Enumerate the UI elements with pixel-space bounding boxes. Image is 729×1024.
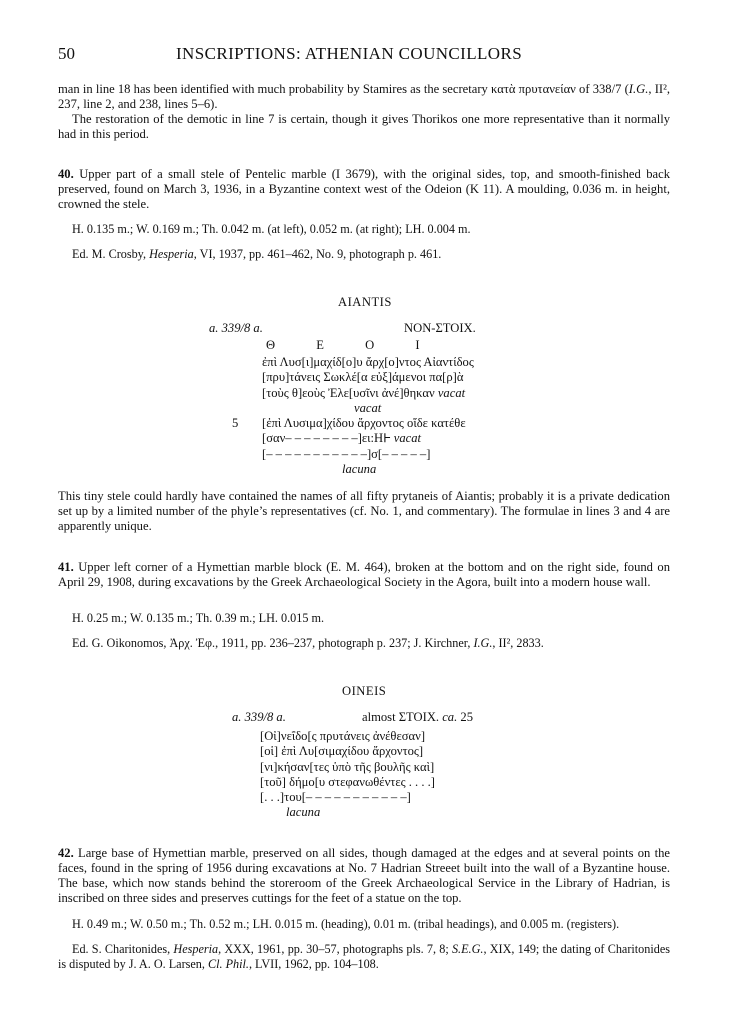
tribe-heading-aiantis: AIANTIS: [338, 295, 392, 309]
page-header: [58, 46, 671, 68]
inscription-line: [νι]κήσαν[τες ὑπὸ τῆς βουλῆς καὶ]: [260, 759, 435, 774]
aiantis-inscription: [262, 355, 474, 477]
entry-40-edition: Ed. M. Crosby, Hesperia, VI, 1937, pp. 461–462, No. 9, photograph p. 461.: [72, 247, 442, 261]
entry-40-number: 40.: [58, 167, 74, 181]
tribe-heading-oineis: OINEIS: [342, 684, 387, 698]
inscription-line: [τοῦ] δήμο[υ στεφανωθέντες . . . .]: [260, 774, 435, 789]
intro-paragraph-2: The restoration of the demotic in line 7 is certain, though it gives Thorikos one more representative than it normally had in this period.: [58, 112, 670, 141]
oineis-style: almost ΣΤΟΙΧ. ca. 25: [362, 710, 474, 724]
entry-41-description: 41. Upper left corner of a Hymettian marble block (E. M. 464), broken at the bottom and on the right side, found on April 29, 1908, during excavations by the Greek Archaeological Society in the Agora, built into a modern house wall.: [58, 560, 670, 589]
aiantis-style: NON-ΣΤΟΙΧ.: [404, 321, 476, 335]
line-number-5: 5: [232, 416, 239, 430]
entry-42-description: 42. Large base of Hymettian marble, preserved on all sides, though damaged at the edges and at several points on the faces, found in the spring of 1956 during excavations at No. 7 Hadrian Streeet built into the wall of a Byzantine house. The base, which now stands behind the storeroom of the Greek Archaeological Service in the Library of Hadrian, is inscribed on three sides and preserves cuttings for the feet of a statue on the top.: [58, 846, 670, 905]
aiantis-theoi: Θ Ε Ο Ι: [266, 338, 420, 352]
entry-42-edition: Ed. S. Charitonides, Hesperia, XXX, 1961, pp. 30–57, photographs pls. 7, 8; S.E.G., XIX, 149; the dating of Charitonides is disputed by J. A. O. Larsen, Cl. Phil., LVII, 1962, pp. 104–108.: [58, 942, 670, 971]
inscription-line: [Οἰ]νεΐδο[ς πρυτάνεις ἀνέθεσαν]: [260, 729, 426, 743]
running-title: INSCRIPTIONS: ATHENIAN COUNCILLORS: [176, 44, 523, 63]
inscription-line: [σαν– – – – – – – –]ει:Η𐅂 vacat: [262, 431, 422, 446]
inscription-line: ἐπὶ Λυσ[ι]μαχίδ[ο]υ ἄρχ[ο]ντος Αἰαντίδος: [262, 355, 474, 369]
entry-42-number: 42.: [58, 846, 74, 860]
intro-text: [58, 82, 670, 142]
inscription-line: [πρυ]τάνεις Σωκλέ[α εὐξ]άμενοι πα[ρ]ὰ: [262, 370, 464, 385]
oineis-inscription: [260, 729, 435, 821]
entry-40-description: 40. Upper part of a small stele of Pentelic marble (I 3679), with the original sides, top, and smooth-finished back preserved, found on March 3, 1936, in a Byzantine context west of the Odeion (K 11). A moulding, 0.036 m. in height, crowned the stele.: [58, 167, 670, 211]
inscription-line: [οἱ] ἐπὶ Λυ[σιμαχίδου ἄρχοντος]: [260, 744, 424, 759]
oineis-date: a. 339/8 a.: [232, 710, 286, 724]
inscription-line: [– – – – – – – – – – –]σ[– – – – –]: [262, 446, 431, 461]
entry-41-edition: Ed. G. Oikonomos, Ἀρχ. Ἐφ., 1911, pp. 236–237, photograph p. 237; J. Kirchner, I.G., II², 2833.: [72, 636, 544, 650]
lacuna-note: lacuna: [286, 805, 321, 820]
entry-40-commentary: This tiny stele could hardly have contained the names of all fifty prytaneis of Aiantis; probably it is a private dedication set up by a limited number of the phyle’s representatives (cf. No. 1, and commentary). The formulae in lines 3 and 4 are apparently unique.: [58, 489, 670, 533]
inscription-line: [. . .]του[– – – – – – – – – – –]: [260, 790, 411, 805]
entry-41-dimensions: H. 0.25 m.; W. 0.135 m.; Th. 0.39 m.; LH. 0.015 m.: [72, 611, 324, 625]
inscription-line: [ἐπὶ Λυσιμα]χίδου ἄρχοντος οἵδε κατέθε: [262, 416, 466, 431]
entry-42-dimensions: H. 0.49 m.; W. 0.50 m.; Th. 0.52 m.; LH. 0.015 m. (heading), 0.01 m. (tribal headings), and 0.005 m. (registers).: [72, 917, 620, 931]
page-number: 50: [58, 44, 75, 63]
intro-paragraph-1: man in line 18 has been identified with much probability by Stamires as the secretary κατὰ πρυτανείαν of 338/7 (I.G., II², 237, line 2, and 238, lines 5–6).: [58, 82, 671, 111]
aiantis-date: a. 339/8 a.: [209, 321, 263, 335]
entry-40-dimensions: H. 0.135 m.; W. 0.169 m.; Th. 0.042 m. (at left), 0.052 m. (at right); LH. 0.004 m.: [72, 222, 471, 236]
lacuna-note: lacuna: [342, 462, 377, 477]
entry-41-number: 41.: [58, 560, 74, 574]
vacat-note: vacat: [354, 400, 382, 415]
inscription-line: [τοὺς θ]εοὺς Ἐλε[υσῖνι ἀνέ]θηκαν vacat: [262, 385, 466, 400]
